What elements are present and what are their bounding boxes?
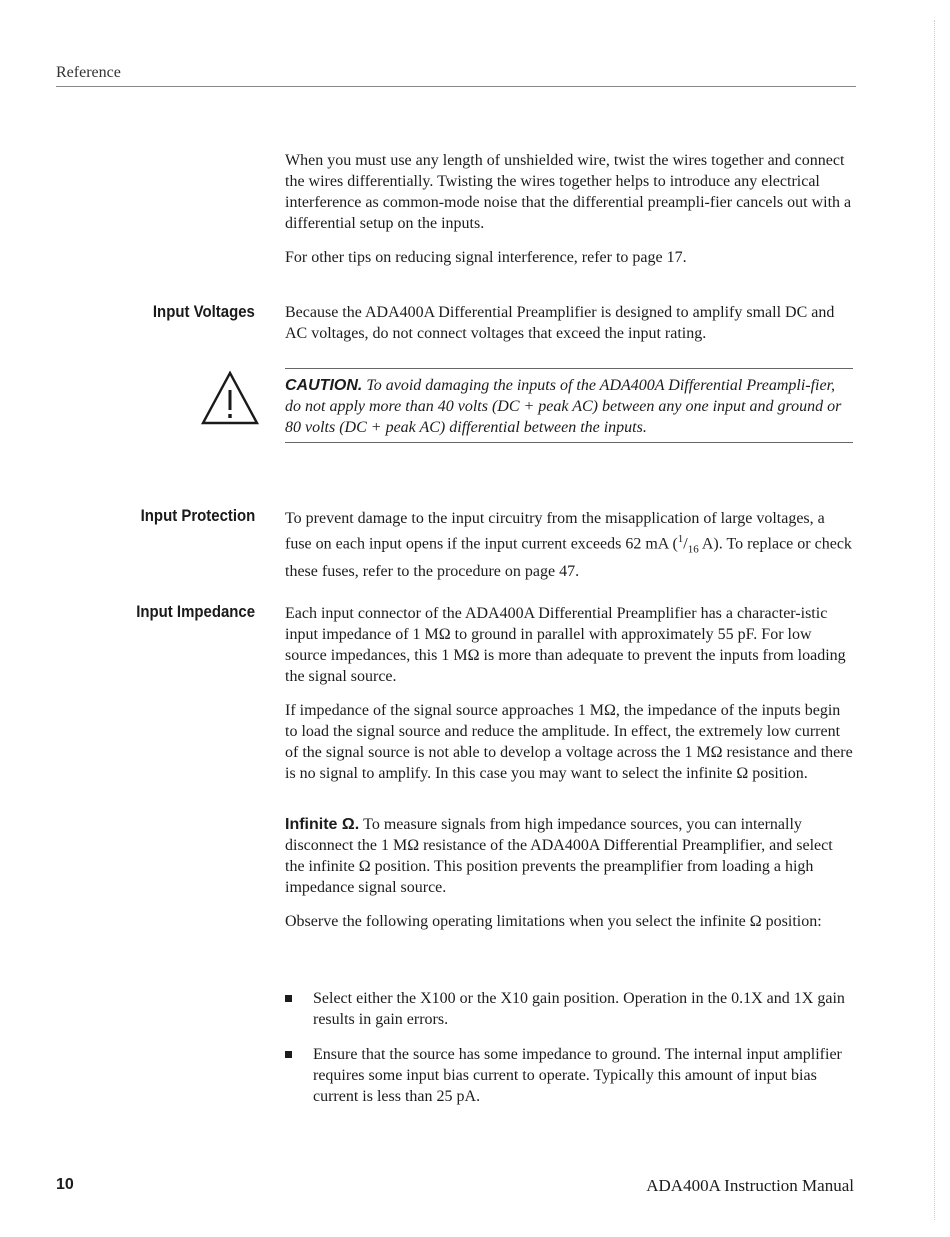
input-voltages-paragraph: Because the ADA400A Differential Preamplifier is designed to amplify small DC and AC voltages, do not connect voltages that exceed the input rating.: [285, 304, 835, 342]
heading-input-protection: Input Protection: [140, 506, 255, 525]
caution-text: To avoid damaging the inputs of the ADA400A Differential Preampli-fier, do not apply more than 40 volts (DC + peak AC) between any one input and ground or 80 volts (DC + peak AC) differential between the inputs.: [285, 377, 842, 436]
heading-input-impedance: Input Impedance: [136, 602, 255, 621]
infinite-ohm-heading: Infinite Ω.: [285, 816, 360, 833]
running-header: Reference: [56, 64, 121, 81]
list-item-text: Select either the X100 or the X10 gain position. Operation in the 0.1X and 1X gain results in gain errors.: [313, 990, 845, 1028]
input-impedance-paragraph-1: Each input connector of the ADA400A Differential Preamplifier has a character-istic input impedance of 1 MΩ to ground in parallel with approximately 55 pF. For low source impedances, this 1 MΩ is more than adequate to prevent the inputs from loading the signal source.: [285, 605, 846, 685]
intro-section: [285, 150, 853, 268]
input-voltages-section: [285, 302, 853, 344]
list-item-text: Ensure that the source has some impedance to ground. The internal input amplifier requires some input bias current to operate. Typically this amount of input bias current is less than 25 pA.: [313, 1046, 842, 1105]
input-impedance-paragraph-2: If impedance of the signal source approaches 1 MΩ, the impedance of the inputs begin to load the signal source and reduce the amplitude. In effect, the extremely low current of the signal source is not able to develop a voltage across the 1 MΩ resistance and there is no signal to amplify. In this case you may want to select the infinite Ω position.: [285, 702, 853, 782]
list-item: [285, 988, 853, 1030]
heading-input-voltages: Input Voltages: [153, 302, 255, 321]
caution-bottom-rule: [285, 442, 853, 443]
input-impedance-section: [285, 603, 853, 932]
page-edge: [934, 20, 935, 1220]
caution-top-rule: [285, 368, 853, 369]
bullet-icon: [285, 1051, 292, 1058]
input-protection-paragraph: To prevent damage to the input circuitry from the misapplication of large voltages, a fuse on each input opens if the input current exceeds 62 mA ($^1/_{16}$ A). To replace or check these fuses, refer to the procedure on page 47.: [285, 510, 852, 580]
limitations-intro: Observe the following operating limitations when you select the infinite Ω position:: [285, 913, 822, 930]
caution-label: CAUTION.: [285, 377, 363, 394]
intro-paragraph-1: When you must use any length of unshielded wire, twist the wires together and connect the wires differentially. Twisting the wires together helps to introduce any electrical interference as common-mode noise that the differential preampli-fier cancels out with a differential setup on the inputs.: [285, 152, 852, 232]
input-protection-section: [285, 508, 853, 582]
header-rule: [56, 86, 856, 87]
infinite-ohm-paragraph: Infinite Ω. To measure signals from high impedance sources, you can internally disconnect the 1 MΩ resistance of the ADA400A Differential Preamplifier, and select the infinite Ω position. This position prevents the preamplifier from loading a high impedance signal source.: [285, 816, 833, 896]
intro-paragraph-2: For other tips on reducing signal interference, refer to page 17.: [285, 249, 687, 266]
caution-box: [285, 375, 853, 438]
warning-triangle-icon: [200, 370, 260, 426]
page-number: 10: [56, 1176, 74, 1193]
list-item: [285, 1044, 853, 1107]
caution-paragraph: [285, 375, 853, 438]
manual-title: ADA400A Instruction Manual: [646, 1176, 854, 1195]
bullet-icon: [285, 995, 292, 1002]
